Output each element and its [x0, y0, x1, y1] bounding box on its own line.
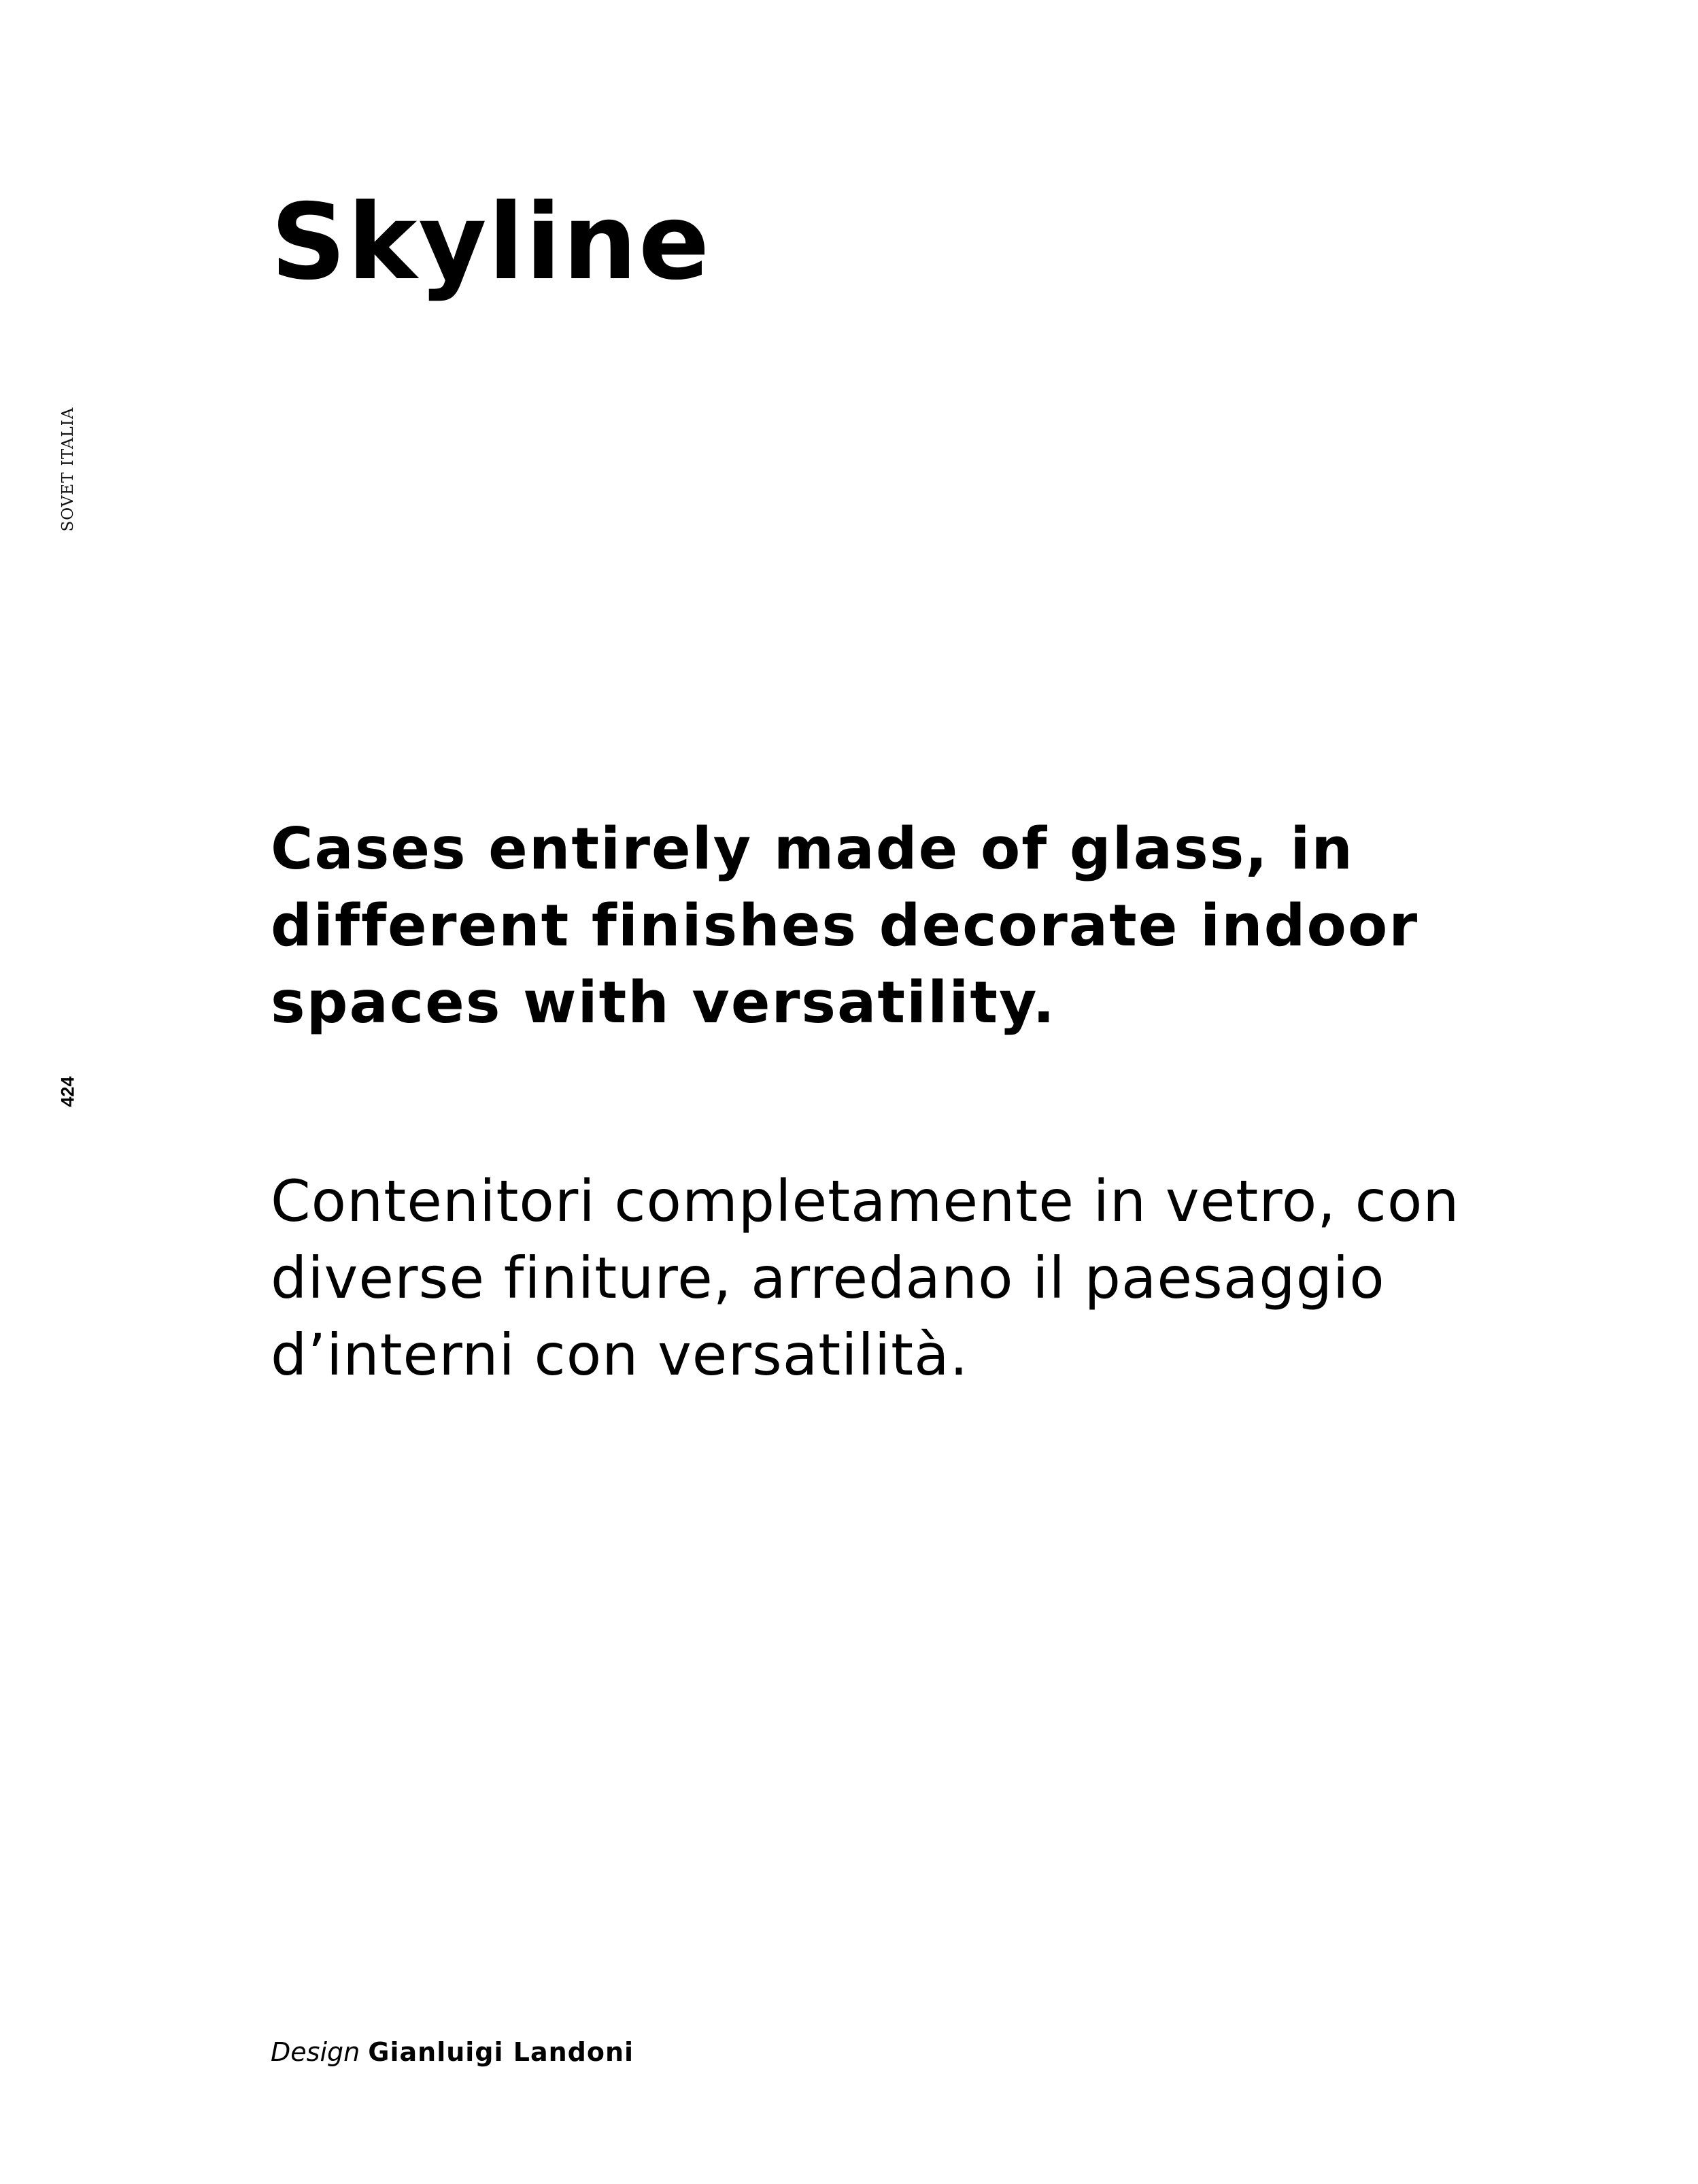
brand-label: SOVET ITALIA — [59, 407, 77, 532]
description-english-line: Cases entirely made of glass, in — [271, 816, 1354, 883]
product-title: Skyline — [271, 182, 711, 303]
description-italian-line: Contenitori completamente in vetro, con — [271, 1168, 1460, 1234]
page-number: 424 — [57, 1076, 78, 1107]
description-italian-line: d’interni con versatilità. — [271, 1322, 969, 1388]
design-credit — [271, 2037, 634, 2067]
designer-name: Gianluigi Landoni — [368, 2037, 634, 2067]
description-english — [271, 811, 1427, 1041]
credit-role: Design — [271, 2037, 360, 2067]
description-english-line: spaces with versatility. — [271, 969, 1056, 1037]
description-english-line: different finishes decorate indoor — [271, 892, 1419, 960]
description-italian — [271, 1163, 1460, 1394]
description-italian-line: diverse finiture, arredano il paesaggio — [271, 1245, 1385, 1311]
